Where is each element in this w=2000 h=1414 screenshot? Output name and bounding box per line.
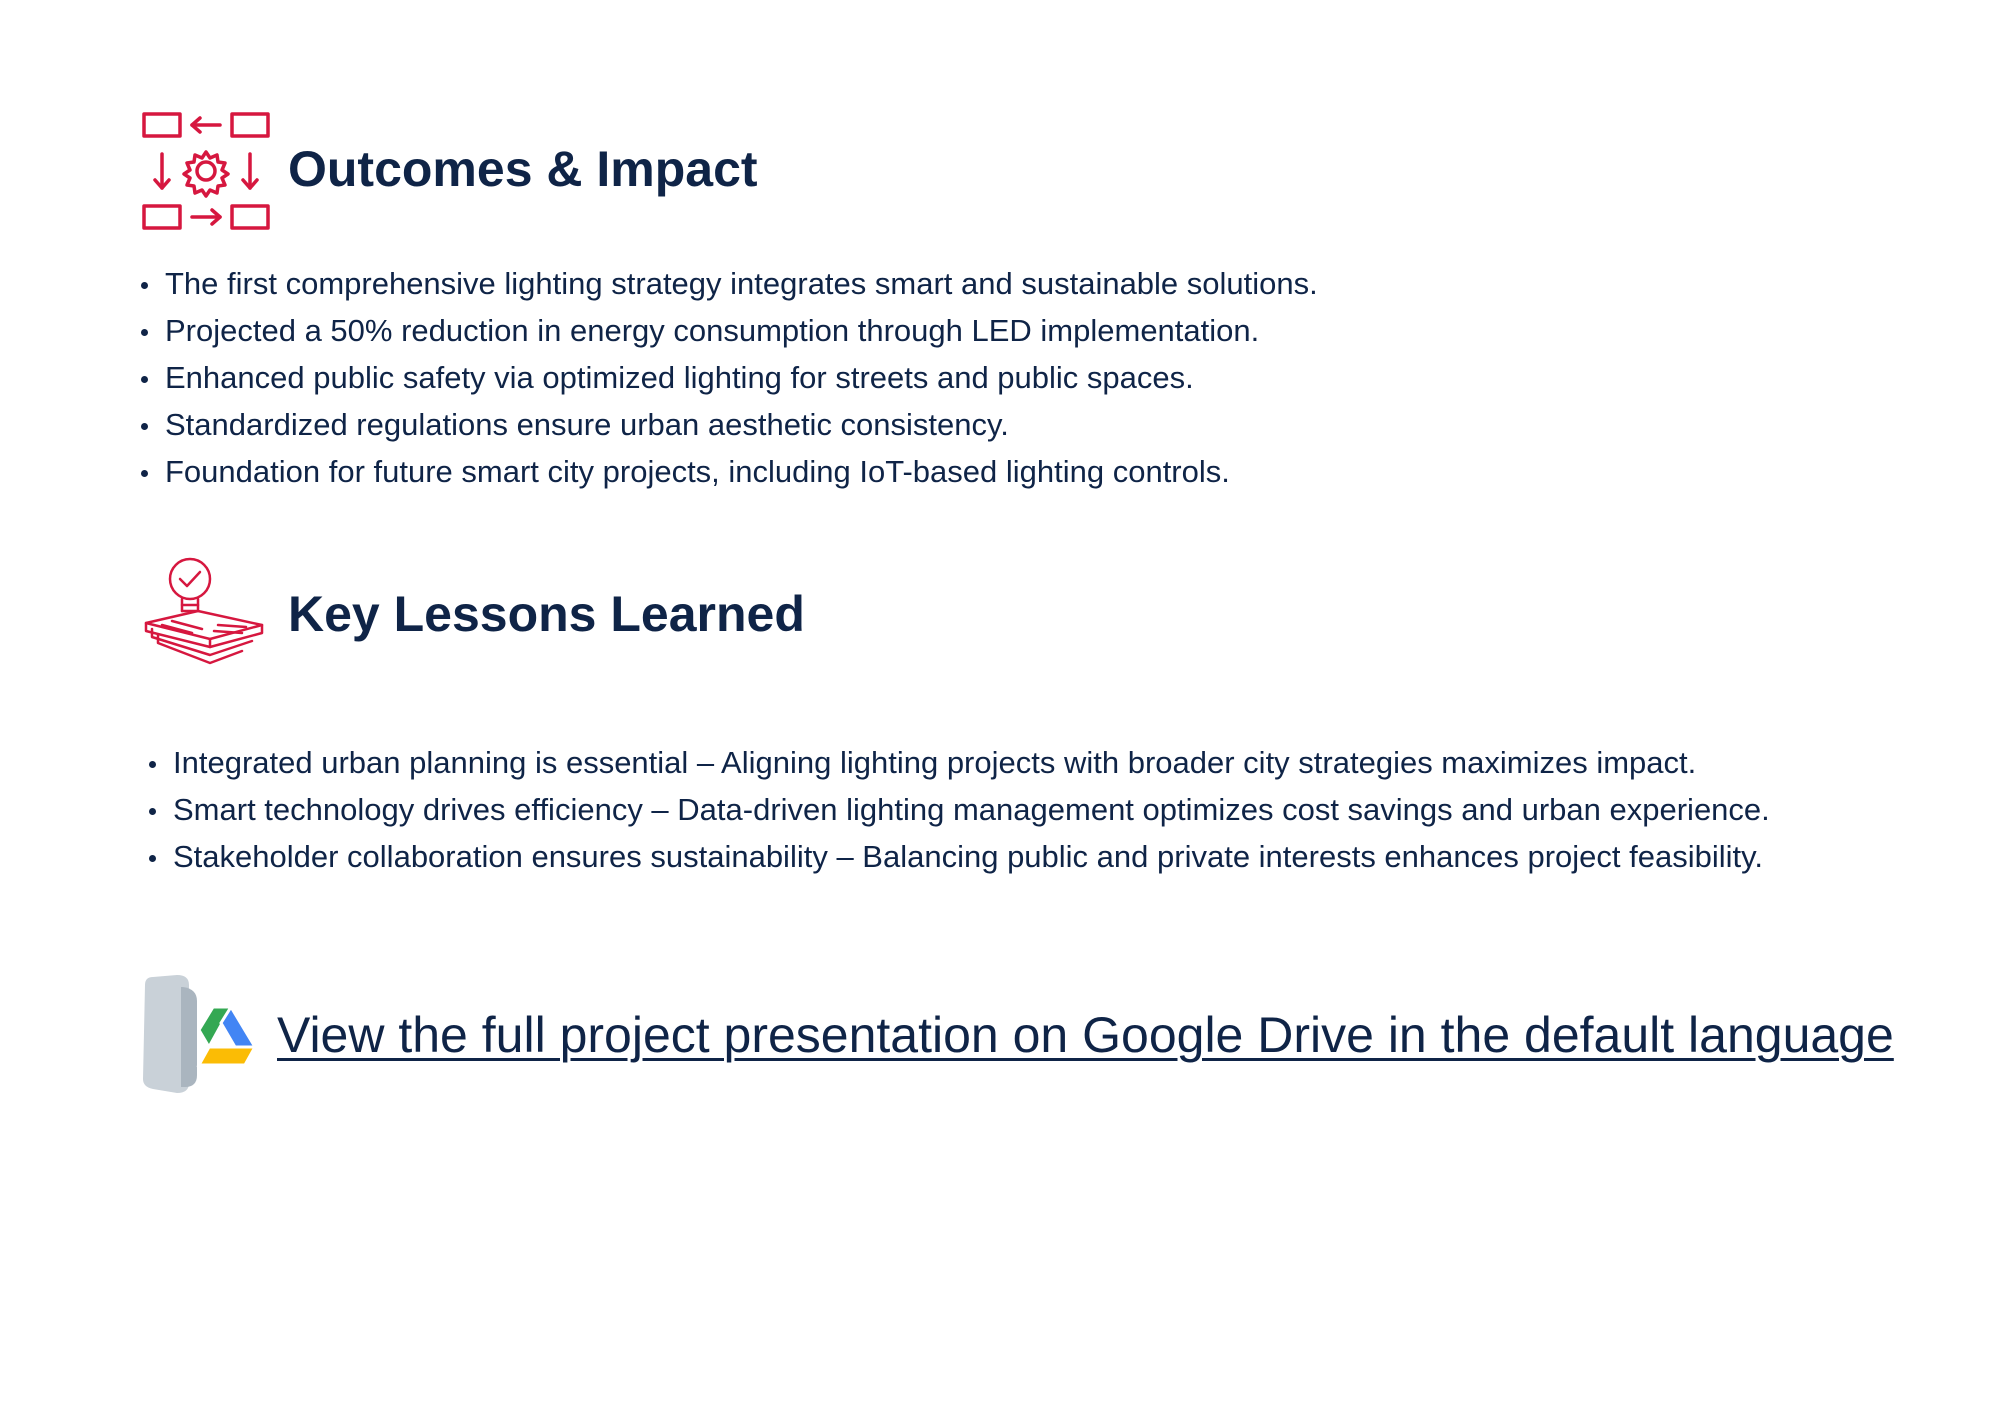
list-item: Foundation for future smart city projects, including IoT-based lighting controls.	[165, 448, 1318, 495]
list-item: Stakeholder collaboration ensures sustainability – Balancing public and private interests enhances project feasibility.	[173, 833, 1770, 880]
list-item: The first comprehensive lighting strategy integrates smart and sustainable solutions.	[165, 260, 1318, 307]
outcomes-header	[140, 108, 758, 234]
drive-link-row	[137, 975, 1894, 1095]
process-flow-gear-icon	[140, 108, 272, 234]
google-drive-folder-icon	[137, 975, 259, 1095]
list-item: Enhanced public safety via optimized lighting for streets and public spaces.	[165, 354, 1318, 401]
lightbulb-book-icon	[142, 555, 270, 681]
lessons-header	[142, 555, 805, 681]
outcomes-title: Outcomes & Impact	[288, 141, 758, 197]
drive-presentation-link[interactable]: View the full project presentation on Google Drive in the default language	[277, 1007, 1894, 1063]
list-item: Integrated urban planning is essential – Aligning lighting projects with broader city strategies maximizes impact.	[173, 739, 1770, 786]
outcomes-list	[165, 260, 1318, 495]
lessons-list	[173, 739, 1770, 880]
list-item: Standardized regulations ensure urban aesthetic consistency.	[165, 401, 1318, 448]
lessons-title: Key Lessons Learned	[288, 586, 805, 642]
list-item: Projected a 50% reduction in energy consumption through LED implementation.	[165, 307, 1318, 354]
list-item: Smart technology drives efficiency – Data-driven lighting management optimizes cost savings and urban experience.	[173, 786, 1770, 833]
